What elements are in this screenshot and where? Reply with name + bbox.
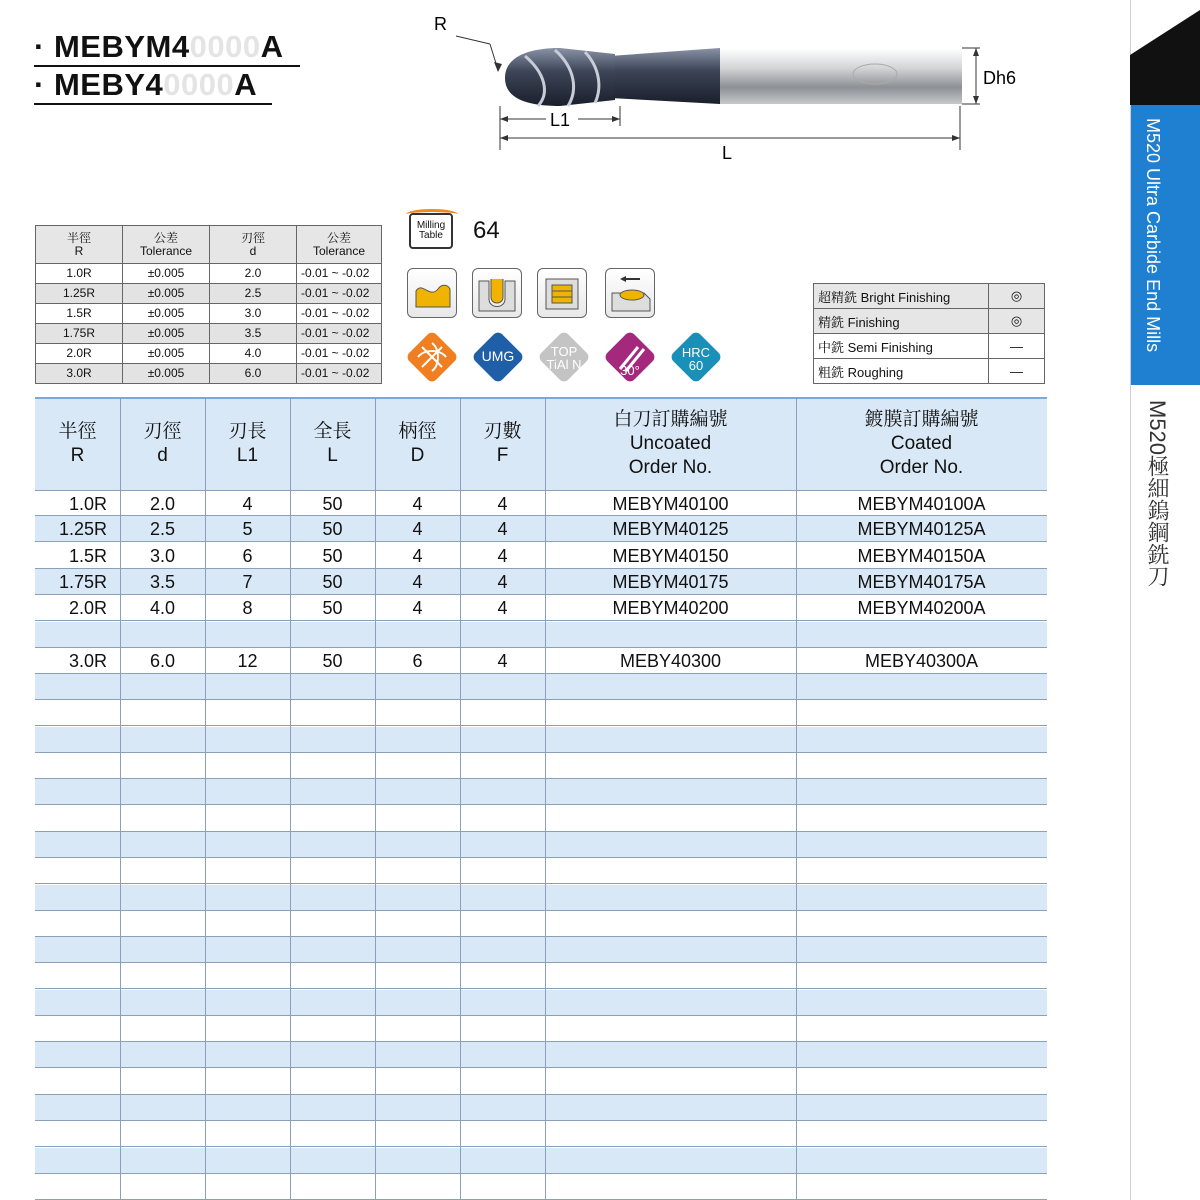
table-cell: 4 <box>497 519 508 540</box>
overall-length-label: L <box>722 143 733 163</box>
shank-diameter-label: Dh6 <box>983 68 1017 88</box>
table-cell <box>205 622 290 647</box>
finishing-row: 中銑 Semi Finishing — <box>814 334 1045 359</box>
table-cell: 50 <box>322 571 343 592</box>
milling-table-page: 64 <box>473 217 500 244</box>
table-cell: 4 <box>497 598 508 619</box>
header-cell: 鍍膜訂購編號 Coated Order No. <box>864 408 979 478</box>
table-cell: 4 <box>412 519 423 540</box>
column-divider <box>796 397 797 1200</box>
table-row <box>35 1174 1047 1200</box>
table-row <box>35 1069 1047 1095</box>
product-title-uncoated: · MEBY40000A <box>34 68 257 102</box>
sidebar-tab <box>1130 0 1200 1200</box>
sidebar-english-title: M520 Ultra Carbide End Mills <box>1143 118 1163 353</box>
table-cell: 4 <box>412 598 423 619</box>
table-cell: 2.0 <box>149 494 176 514</box>
tolerance-row: 1.0R ±0.005 2.0 -0.01 ~ -0.02 <box>36 264 382 284</box>
table-cell <box>375 622 460 647</box>
table-row <box>35 911 1047 937</box>
table-cell: MEBYM40125 <box>612 519 729 540</box>
header-cell: 白刀訂購編號 Uncoated Order No. <box>613 408 728 478</box>
table-cell: MEBY40300A <box>864 650 979 671</box>
table-cell <box>120 622 205 647</box>
column-divider <box>375 397 376 1200</box>
table-cell: 1.5R <box>68 545 107 566</box>
hardness-badge-label: HRC 60 <box>681 345 711 373</box>
table-cell: 50 <box>322 545 343 566</box>
profile-milling-icon <box>407 268 457 318</box>
finishing-row: 超精銑 Bright Finishing ◎ <box>814 284 1045 309</box>
side-milling-icon <box>605 268 655 318</box>
flute-length-label: L1 <box>550 110 571 130</box>
finishing-row: 精銑 Finishing ◎ <box>814 309 1045 334</box>
table-row <box>35 622 1047 648</box>
table-cell: 3.0R <box>68 650 107 671</box>
table-row <box>35 727 1047 753</box>
table-cell: 6.0 <box>149 650 176 671</box>
table-cell: MEBYM40200 <box>612 598 729 619</box>
tolerance-row: 1.25R ±0.005 2.5 -0.01 ~ -0.02 <box>36 284 382 304</box>
sidebar-background <box>1130 0 1200 1200</box>
table-row <box>35 779 1047 805</box>
table-cell: 50 <box>322 494 343 514</box>
table-cell: MEBYM40125A <box>857 519 986 540</box>
table-cell: MEBYM40200A <box>857 598 986 619</box>
table-row <box>35 490 1047 516</box>
header-cell: 刃數 F <box>483 420 522 466</box>
table-cell: 6 <box>242 545 253 566</box>
tolerance-row: 3.0R ±0.005 6.0 -0.01 ~ -0.02 <box>36 364 382 384</box>
table-row <box>35 963 1047 989</box>
column-divider <box>545 397 546 1200</box>
header-cell: 刃徑 d <box>143 420 182 466</box>
header-cell: 半徑 R <box>58 420 97 466</box>
table-cell: 1.0R <box>68 494 107 514</box>
table-cell: 1.75R <box>58 571 107 592</box>
table-cell: MEBYM40100 <box>612 494 729 514</box>
title-bullet: · <box>34 67 45 102</box>
table-row <box>35 885 1047 911</box>
table-cell: 1.25R <box>58 519 107 540</box>
table-row <box>35 569 1047 595</box>
table-row <box>35 753 1047 779</box>
header-cell: 全長 L <box>313 420 352 466</box>
table-cell: 4 <box>242 494 253 514</box>
column-divider <box>460 397 461 1200</box>
table-cell <box>460 622 545 647</box>
sidebar-chinese-title: M520極細鎢鋼銑刀 <box>1145 400 1170 588</box>
table-cell: 6 <box>412 650 423 671</box>
table-row <box>35 937 1047 963</box>
table-cell: 5 <box>242 519 253 540</box>
tolerance-row: 2.0R ±0.005 4.0 -0.01 ~ -0.02 <box>36 344 382 364</box>
table-cell <box>545 622 796 647</box>
table-cell <box>796 622 1047 647</box>
tolerance-table: 半徑 R 公差 Tolerance 刃徑 d 公差 Tolerance 1.0R ±0.005 2.0 -0.01 ~ -0.02 1.25R ±0.005 2.5 -0.01 ~ -0.02 1.5R ±0.005 3.0 -0.01 ~ -0.02 1.75R ±0.005 3.5 -0.01 ~ -0.02 2.0R ±0.005 4.0 -0.01 ~ -0.02 3.0R ±0.005 6.0 -0.01 ~ -0.02 <box>35 225 382 384</box>
table-row <box>35 806 1047 832</box>
table-cell: MEBY40300 <box>619 650 722 671</box>
flute-pattern <box>414 339 450 375</box>
table-row <box>35 990 1047 1016</box>
table-row <box>35 543 1047 569</box>
table-cell <box>35 622 120 647</box>
tolerance-row: 1.5R ±0.005 3.0 -0.01 ~ -0.02 <box>36 304 382 324</box>
table-row <box>35 858 1047 884</box>
table-cell: 3.0 <box>149 545 176 566</box>
milling-table-book-icon: Milling Table <box>409 213 453 249</box>
table-cell: 2.0R <box>68 598 107 619</box>
table-cell: 4 <box>412 545 423 566</box>
table-cell: 12 <box>237 650 258 671</box>
table-cell: 2.5 <box>149 519 176 540</box>
pocket-milling-icon <box>537 268 587 318</box>
tolerance-row: 1.75R ±0.005 3.5 -0.01 ~ -0.02 <box>36 324 382 344</box>
table-row <box>35 1121 1047 1147</box>
radius-label: R <box>434 14 447 34</box>
table-row <box>35 832 1047 858</box>
table-row <box>35 595 1047 621</box>
table-row <box>35 674 1047 700</box>
table-row <box>35 648 1047 674</box>
table-row <box>35 700 1047 726</box>
table-row <box>35 1148 1047 1174</box>
table-cell: 3.5 <box>149 571 176 592</box>
table-cell: 4 <box>412 571 423 592</box>
header-cell: 柄徑 D <box>398 420 437 466</box>
table-cell: MEBYM40175 <box>612 571 729 592</box>
title-bullet: · <box>34 29 45 64</box>
end-mill-drawing <box>420 8 1060 168</box>
table-cell: MEBYM40150 <box>612 545 729 566</box>
table-cell: 4 <box>412 494 423 514</box>
finishing-row: 粗銑 Roughing — <box>814 359 1045 384</box>
table-cell: 4.0 <box>149 598 176 619</box>
header-cell: 刃長 L1 <box>228 420 267 466</box>
table-cell: MEBYM40100A <box>857 494 986 514</box>
table-row <box>35 516 1047 542</box>
product-title-coated: · MEBYM40000A <box>34 30 283 64</box>
table-cell: 50 <box>322 519 343 540</box>
helix-angle-label: 30° <box>620 363 640 378</box>
table-cell <box>290 622 375 647</box>
table-cell: 50 <box>322 598 343 619</box>
table-row <box>35 1016 1047 1042</box>
column-divider <box>205 397 206 1200</box>
table-cell: MEBYM40150A <box>857 545 986 566</box>
umg-badge-label: UMG <box>481 348 515 364</box>
slot-milling-icon <box>472 268 522 318</box>
table-cell: MEBYM40175A <box>857 571 986 592</box>
table-cell: 50 <box>322 650 343 671</box>
table-cell: 4 <box>497 494 508 514</box>
table-cell: 8 <box>242 598 253 619</box>
table-cell: 4 <box>497 650 508 671</box>
finishing-table <box>813 283 1045 384</box>
table-row <box>35 1042 1047 1068</box>
table-cell: 4 <box>497 571 508 592</box>
coating-badge-label: TOP TiAl N <box>546 344 582 372</box>
table-row <box>35 1095 1047 1121</box>
table-cell: 7 <box>242 571 253 592</box>
column-divider <box>290 397 291 1200</box>
column-divider <box>120 397 121 1200</box>
table-cell: 4 <box>497 545 508 566</box>
